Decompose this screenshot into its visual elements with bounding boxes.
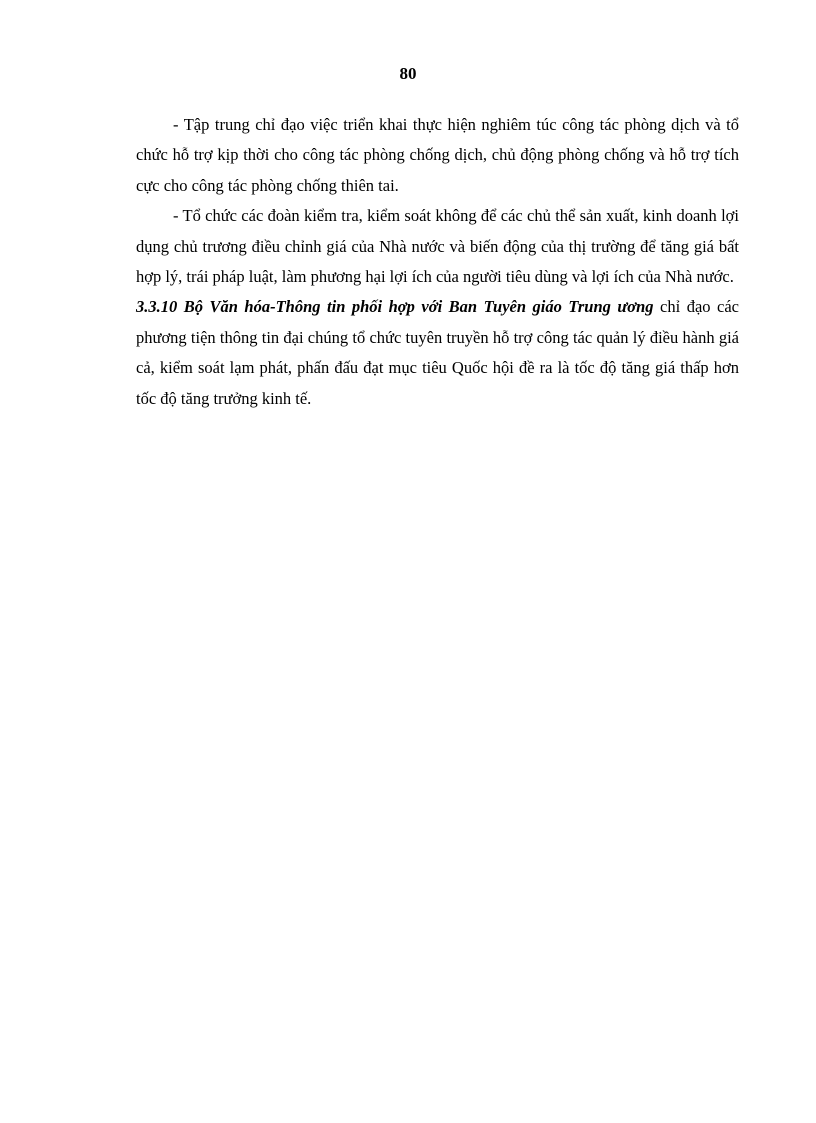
document-body [136, 110, 739, 414]
paragraph-text: - Tổ chức các đoàn kiểm tra, kiểm soát không để các chủ thể sản xuất, kinh doanh lợi dụng chủ trương điều chỉnh giá của Nhà nước và biến động của thị trường để tăng giá bất hợp lý, trái pháp luật, làm phương hại lợi ích của người tiêu dùng và lợi ích của Nhà nước. [136, 206, 739, 287]
section-heading: 3.3.10 Bộ Văn hóa-Thông tin phối hợp với Ban Tuyên giáo Trung ương [136, 297, 654, 317]
paragraph-section-3-3-10 [136, 292, 739, 414]
paragraph-text: chỉ đạo các phương tiện thông tin đại chúng tổ chức tuyên truyền hỗ trợ công tác quản lý điều hành giá cả, kiểm soát lạm phát, phấn đấu đạt mục tiêu Quốc hội đề ra là tốc độ tăng giá thấp hơn tốc độ tăng trưởng kinh tế. [136, 297, 739, 408]
page-number: 80 [399, 64, 417, 83]
paragraph-inspection-teams [136, 201, 739, 292]
paragraph-epidemic-control [136, 110, 739, 201]
paragraph-text: - Tập trung chỉ đạo việc triển khai thực hiện nghiêm túc công tác phòng dịch và tổ chức hỗ trợ kịp thời cho công tác phòng chống dịch, chủ động phòng chống và hỗ trợ tích cực cho công tác phòng chống thiên tai. [136, 115, 739, 195]
